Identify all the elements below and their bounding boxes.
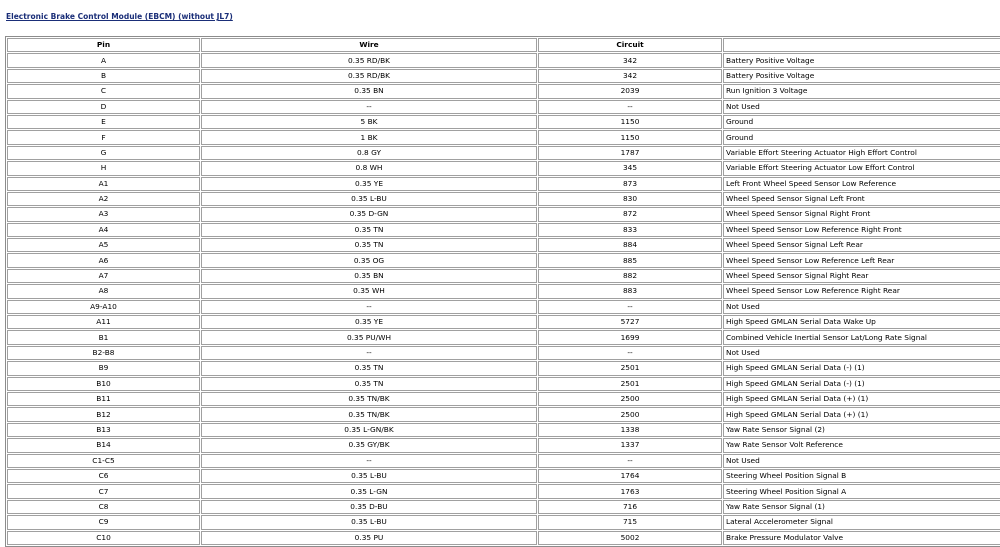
- cell-function: Not Used: [723, 454, 1000, 468]
- cell-pin: B12: [7, 407, 200, 421]
- cell-circuit: 342: [538, 69, 722, 83]
- cell-wire: 0.35 D-BU: [201, 500, 537, 514]
- cell-function: Left Front Wheel Speed Sensor Low Reference: [723, 177, 1000, 191]
- cell-function: Wheel Speed Sensor Signal Left Rear: [723, 238, 1000, 252]
- header-pin: Pin: [7, 38, 200, 52]
- cell-pin: G: [7, 146, 200, 160]
- table-row: [7, 377, 1000, 391]
- cell-wire: 1 BK: [201, 130, 537, 144]
- table-row: [7, 423, 1000, 437]
- cell-function: Wheel Speed Sensor Low Reference Right Rear: [723, 284, 1000, 298]
- cell-wire: --: [201, 346, 537, 360]
- table-row: [7, 500, 1000, 514]
- cell-pin: H: [7, 161, 200, 175]
- cell-pin: A7: [7, 269, 200, 283]
- table-row: [7, 161, 1000, 175]
- cell-circuit: --: [538, 454, 722, 468]
- table-row: [7, 346, 1000, 360]
- table-row: [7, 469, 1000, 483]
- cell-pin: A4: [7, 223, 200, 237]
- table-row: [7, 330, 1000, 344]
- cell-wire: 0.35 PU: [201, 531, 537, 545]
- table-row: [7, 146, 1000, 160]
- cell-circuit: 345: [538, 161, 722, 175]
- cell-wire: --: [201, 300, 537, 314]
- cell-wire: 0.35 D-GN: [201, 207, 537, 221]
- header-circuit: Circuit: [538, 38, 722, 52]
- table-row: [7, 238, 1000, 252]
- cell-function: Wheel Speed Sensor Low Reference Left Rear: [723, 253, 1000, 267]
- cell-wire: 0.35 RD/BK: [201, 53, 537, 67]
- cell-circuit: 882: [538, 269, 722, 283]
- cell-wire: 0.35 PU/WH: [201, 330, 537, 344]
- header-wire: Wire: [201, 38, 537, 52]
- cell-function: Wheel Speed Sensor Low Reference Right Front: [723, 223, 1000, 237]
- cell-circuit: --: [538, 300, 722, 314]
- table-row: [7, 207, 1000, 221]
- cell-pin: A9-A10: [7, 300, 200, 314]
- cell-pin: A11: [7, 315, 200, 329]
- cell-pin: F: [7, 130, 200, 144]
- cell-pin: C6: [7, 469, 200, 483]
- cell-wire: 0.35 BN: [201, 84, 537, 98]
- cell-wire: 0.35 TN/BK: [201, 407, 537, 421]
- table-body: [7, 53, 1000, 545]
- cell-pin: B14: [7, 438, 200, 452]
- table-row: [7, 315, 1000, 329]
- cell-pin: B9: [7, 361, 200, 375]
- cell-wire: 0.35 YE: [201, 315, 537, 329]
- cell-pin: C1-C5: [7, 454, 200, 468]
- cell-pin: B13: [7, 423, 200, 437]
- cell-pin: D: [7, 100, 200, 114]
- cell-pin: B1: [7, 330, 200, 344]
- table-row: [7, 300, 1000, 314]
- cell-wire: 0.35 YE: [201, 177, 537, 191]
- connector-pinout-table: [5, 36, 1000, 547]
- table-row: [7, 531, 1000, 545]
- cell-function: Wheel Speed Sensor Signal Left Front: [723, 192, 1000, 206]
- cell-wire: 0.8 WH: [201, 161, 537, 175]
- cell-pin: A: [7, 53, 200, 67]
- table-row: [7, 223, 1000, 237]
- cell-wire: 0.35 L-BU: [201, 469, 537, 483]
- cell-function: Wheel Speed Sensor Signal Right Front: [723, 207, 1000, 221]
- cell-circuit: 2501: [538, 377, 722, 391]
- table-row: [7, 84, 1000, 98]
- cell-pin: B: [7, 69, 200, 83]
- table-row: [7, 53, 1000, 67]
- table-row: [7, 361, 1000, 375]
- cell-circuit: 5727: [538, 315, 722, 329]
- cell-wire: 0.35 BN: [201, 269, 537, 283]
- cell-function: High Speed GMLAN Serial Data (+) (1): [723, 392, 1000, 406]
- cell-wire: --: [201, 454, 537, 468]
- cell-circuit: 1338: [538, 423, 722, 437]
- cell-function: Battery Positive Voltage: [723, 53, 1000, 67]
- cell-function: Ground: [723, 115, 1000, 129]
- cell-wire: 0.8 GY: [201, 146, 537, 160]
- cell-wire: 0.35 TN: [201, 377, 537, 391]
- cell-pin: C7: [7, 484, 200, 498]
- table-row: [7, 253, 1000, 267]
- cell-pin: B10: [7, 377, 200, 391]
- cell-wire: 0.35 OG: [201, 253, 537, 267]
- cell-pin: A5: [7, 238, 200, 252]
- cell-function: Not Used: [723, 100, 1000, 114]
- cell-pin: A3: [7, 207, 200, 221]
- cell-circuit: 1764: [538, 469, 722, 483]
- cell-circuit: 830: [538, 192, 722, 206]
- cell-function: Run Ignition 3 Voltage: [723, 84, 1000, 98]
- cell-function: High Speed GMLAN Serial Data (-) (1): [723, 361, 1000, 375]
- table-header-row: [7, 38, 1000, 52]
- table-row: [7, 515, 1000, 529]
- cell-function: Wheel Speed Sensor Signal Right Rear: [723, 269, 1000, 283]
- cell-function: Yaw Rate Sensor Volt Reference: [723, 438, 1000, 452]
- cell-circuit: 5002: [538, 531, 722, 545]
- cell-circuit: 716: [538, 500, 722, 514]
- cell-circuit: 1763: [538, 484, 722, 498]
- cell-function: Steering Wheel Position Signal B: [723, 469, 1000, 483]
- cell-wire: 0.35 RD/BK: [201, 69, 537, 83]
- cell-circuit: 1699: [538, 330, 722, 344]
- cell-function: Yaw Rate Sensor Signal (2): [723, 423, 1000, 437]
- cell-function: High Speed GMLAN Serial Data (+) (1): [723, 407, 1000, 421]
- cell-pin: A6: [7, 253, 200, 267]
- cell-wire: 5 BK: [201, 115, 537, 129]
- table-row: [7, 284, 1000, 298]
- table-row: [7, 130, 1000, 144]
- cell-function: High Speed GMLAN Serial Data (-) (1): [723, 377, 1000, 391]
- cell-circuit: --: [538, 346, 722, 360]
- cell-circuit: 872: [538, 207, 722, 221]
- table-row: [7, 115, 1000, 129]
- cell-wire: 0.35 TN: [201, 238, 537, 252]
- table-row: [7, 100, 1000, 114]
- cell-circuit: 873: [538, 177, 722, 191]
- cell-circuit: 1150: [538, 130, 722, 144]
- cell-pin: B11: [7, 392, 200, 406]
- cell-wire: 0.35 L-GN/BK: [201, 423, 537, 437]
- cell-pin: E: [7, 115, 200, 129]
- table-row: [7, 407, 1000, 421]
- cell-wire: 0.35 TN: [201, 361, 537, 375]
- cell-pin: C9: [7, 515, 200, 529]
- cell-circuit: --: [538, 100, 722, 114]
- table-row: [7, 392, 1000, 406]
- cell-function: Lateral Accelerometer Signal: [723, 515, 1000, 529]
- cell-function: Not Used: [723, 300, 1000, 314]
- cell-function: High Speed GMLAN Serial Data Wake Up: [723, 315, 1000, 329]
- header-function: [723, 38, 1000, 52]
- cell-pin: A8: [7, 284, 200, 298]
- cell-wire: --: [201, 100, 537, 114]
- cell-function: Variable Effort Steering Actuator High Effort Control: [723, 146, 1000, 160]
- cell-circuit: 2501: [538, 361, 722, 375]
- cell-function: Yaw Rate Sensor Signal (1): [723, 500, 1000, 514]
- cell-circuit: 1150: [538, 115, 722, 129]
- cell-function: Combined Vehicle Inertial Sensor Lat/Long Rate Signal: [723, 330, 1000, 344]
- cell-circuit: 1787: [538, 146, 722, 160]
- cell-pin: C8: [7, 500, 200, 514]
- cell-wire: 0.35 TN/BK: [201, 392, 537, 406]
- cell-function: Battery Positive Voltage: [723, 69, 1000, 83]
- cell-wire: 0.35 GY/BK: [201, 438, 537, 452]
- cell-function: Variable Effort Steering Actuator Low Effort Control: [723, 161, 1000, 175]
- cell-pin: C10: [7, 531, 200, 545]
- table-row: [7, 269, 1000, 283]
- cell-circuit: 715: [538, 515, 722, 529]
- table-row: [7, 192, 1000, 206]
- cell-circuit: 2500: [538, 392, 722, 406]
- cell-function: Not Used: [723, 346, 1000, 360]
- cell-circuit: 1337: [538, 438, 722, 452]
- cell-circuit: 884: [538, 238, 722, 252]
- table-row: [7, 177, 1000, 191]
- cell-circuit: 833: [538, 223, 722, 237]
- cell-pin: C: [7, 84, 200, 98]
- cell-function: Ground: [723, 130, 1000, 144]
- cell-circuit: 2500: [538, 407, 722, 421]
- table-row: [7, 454, 1000, 468]
- document-title-link[interactable]: Electronic Brake Control Module (EBCM) (without JL7): [6, 12, 233, 21]
- cell-wire: 0.35 L-BU: [201, 192, 537, 206]
- table-row: [7, 69, 1000, 83]
- cell-wire: 0.35 TN: [201, 223, 537, 237]
- cell-circuit: 883: [538, 284, 722, 298]
- cell-wire: 0.35 WH: [201, 284, 537, 298]
- cell-circuit: 2039: [538, 84, 722, 98]
- cell-wire: 0.35 L-GN: [201, 484, 537, 498]
- cell-pin: B2-B8: [7, 346, 200, 360]
- cell-pin: A1: [7, 177, 200, 191]
- cell-function: Brake Pressure Modulator Valve: [723, 531, 1000, 545]
- cell-circuit: 885: [538, 253, 722, 267]
- table-row: [7, 484, 1000, 498]
- cell-function: Steering Wheel Position Signal A: [723, 484, 1000, 498]
- table-row: [7, 438, 1000, 452]
- cell-circuit: 342: [538, 53, 722, 67]
- cell-wire: 0.35 L-BU: [201, 515, 537, 529]
- cell-pin: A2: [7, 192, 200, 206]
